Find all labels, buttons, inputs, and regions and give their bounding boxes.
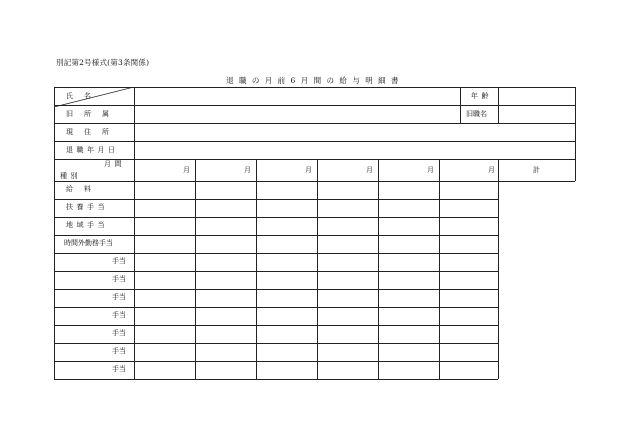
row-label-allowance-1: 手当: [112, 257, 126, 265]
form-rule-horizontal: [54, 141, 575, 142]
form-rule-horizontal: [54, 343, 498, 344]
form-rule-horizontal: [54, 123, 575, 124]
form-rule-horizontal: [54, 289, 498, 290]
form-caption: 別記第2号様式(第3条関係): [56, 58, 150, 67]
form-rule-horizontal: [54, 271, 498, 272]
form-rule-horizontal: [54, 253, 498, 254]
salary-statement-table: [54, 87, 575, 380]
month-header-5: 月: [427, 166, 434, 174]
form-rule-horizontal: [54, 181, 575, 182]
row-label-allowance-2: 手当: [112, 275, 126, 283]
form-rule-horizontal: [54, 325, 498, 326]
month-header-3: 月: [305, 166, 312, 174]
form-rule-vertical: [54, 87, 55, 379]
form-rule-vertical: [498, 159, 499, 379]
form-rule-vertical: [317, 159, 318, 379]
month-header-4: 月: [366, 166, 373, 174]
row-label-allowance-4: 手当: [112, 311, 126, 319]
form-rule-vertical: [439, 159, 440, 379]
row-label-dependent-allowance: 扶養手当: [66, 203, 108, 211]
current-address-label: 現住所: [66, 128, 120, 136]
form-rule-vertical: [498, 87, 499, 123]
row-label-allowance-7: 手当: [112, 365, 126, 373]
total-header: 計: [533, 166, 540, 174]
form-rule-vertical: [256, 159, 257, 379]
period-header-label: 月間: [104, 160, 125, 168]
form-rule-horizontal: [54, 199, 498, 200]
form-rule-horizontal: [54, 235, 498, 236]
form-rule-horizontal: [54, 379, 498, 380]
row-label-allowance-6: 手当: [112, 347, 126, 355]
form-rule-vertical: [195, 159, 196, 379]
category-header-label: 種別: [60, 172, 81, 180]
form-rule-vertical: [460, 87, 461, 123]
row-label-overtime-allowance: 時間外勤務手当: [64, 239, 113, 247]
form-rule-horizontal: [54, 159, 575, 160]
form-rule-horizontal: [54, 87, 575, 88]
form-rule-vertical: [378, 159, 379, 379]
retirement-date-label: 退職年月日: [66, 146, 119, 154]
name-label: 氏名: [66, 92, 102, 100]
age-label: 年齢: [471, 92, 492, 100]
row-label-regional-allowance: 地域手当: [66, 221, 108, 229]
row-label-allowance-3: 手当: [112, 293, 126, 301]
former-position-label: 旧職名: [466, 110, 487, 118]
form-rule-horizontal: [54, 307, 498, 308]
row-label-allowance-5: 手当: [112, 329, 126, 337]
month-header-1: 月: [183, 166, 190, 174]
form-rule-horizontal: [54, 361, 498, 362]
month-header-6: 月: [488, 166, 495, 174]
form-rule-vertical: [575, 87, 576, 181]
former-department-label: 旧所属: [66, 110, 120, 118]
form-rule-horizontal: [54, 105, 575, 106]
month-header-2: 月: [244, 166, 251, 174]
row-label-salary: 給料: [66, 185, 102, 193]
form-rule-horizontal: [54, 217, 498, 218]
form-rule-vertical: [134, 87, 135, 379]
form-title: 退職の月前6月間の給与明細書: [226, 76, 404, 85]
